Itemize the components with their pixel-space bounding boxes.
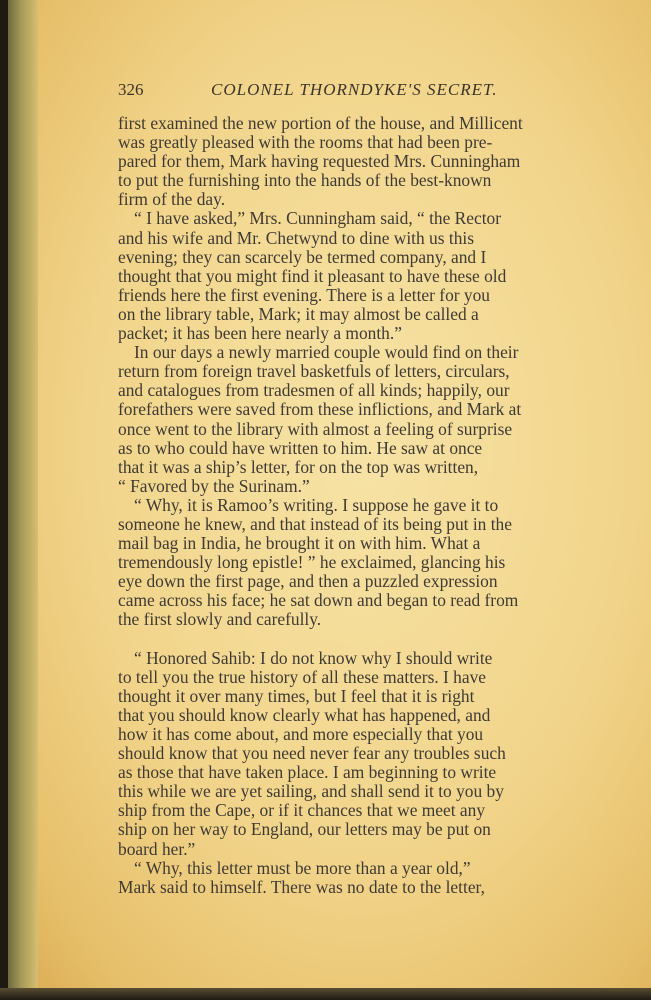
text-line: once went to the library with almost a feeling of surprise (118, 418, 513, 439)
book-bottom-edge (0, 988, 651, 1000)
page-number: 326 (118, 80, 144, 99)
text-line: should know that you need never fear any troubles such (118, 743, 506, 764)
book-spine-shadow (8, 0, 38, 988)
text-line: evening; they can scarcely be termed company, and I (118, 246, 487, 267)
book-page (8, 0, 651, 988)
text-line: tremendously long epistle! ” he exclaimed, glancing his (118, 552, 506, 573)
text-line: pared for them, Mark having requested Mrs. Cunningham (118, 151, 521, 172)
text-line: and his wife and Mr. Chetwynd to dine with us this (118, 227, 474, 248)
text-line: that you should know clearly what has happened, and (118, 704, 491, 725)
text-line: “ Favored by the Surinam.” (118, 475, 310, 496)
text-line: firm of the day. (118, 189, 226, 210)
text-line: “ I have asked,” Mrs. Cunningham said, “ the Rector (134, 208, 502, 229)
text-line: first examined the new portion of the house, and Millicent (118, 113, 523, 133)
text-line: Mark said to himself. There was no date to the letter, (118, 876, 485, 897)
text-line: as to who could have written to him. He saw at once (118, 437, 483, 458)
text-line: this while we are yet sailing, and shall send it to you by (118, 781, 504, 802)
text-line: as those that have taken place. I am beginning to write (118, 762, 497, 783)
text-line: thought that you might find it pleasant to have these old (118, 265, 507, 286)
text-line: mail bag in India, he brought it on with him. What a (118, 533, 481, 554)
text-line: to put the furnishing into the hands of the best-known (118, 170, 492, 191)
text-line: ship from the Cape, or if it chances that we meet any (118, 800, 486, 821)
text-line: eye down the first page, and then a puzzled expression (118, 571, 498, 592)
text-line: was greatly pleased with the rooms that had been pre- (118, 132, 493, 153)
text-line: how it has come about, and more especially that you (118, 724, 484, 744)
text-line: board her.” (118, 838, 196, 859)
text-line: on the library table, Mark; it may almost be called a (118, 303, 479, 324)
text-line: ship on her way to England, our letters may be put on (118, 819, 491, 840)
text-line: “ Why, this letter must be more than a year old,” (134, 857, 471, 878)
page-header (118, 80, 598, 102)
body-text (118, 114, 594, 897)
text-line: to tell you the true history of all these matters. I have (118, 666, 486, 687)
text-line: friends here the first evening. There is a letter for you (118, 284, 490, 305)
text-line: came across his face; he sat down and began to read from (118, 590, 519, 611)
text-line: thought it over many times, but I feel that it is right (118, 685, 475, 706)
running-title: COLONEL THORNDYKE'S SECRET. (211, 80, 498, 99)
paragraph-gap (118, 630, 594, 649)
text-line: and catalogues from tradesmen of all kinds; happily, our (118, 380, 510, 401)
text-line: forefathers were saved from these inflictions, and Mark at (118, 399, 522, 420)
text-line: that it was a ship’s letter, for on the top was written, (118, 456, 479, 477)
text-line: return from foreign travel basketfuls of letters, circulars, (118, 361, 510, 382)
text-line: In our days a newly married couple would find on their (134, 342, 519, 363)
text-line: “ Honored Sahib: I do not know why I should write (134, 647, 493, 668)
text-line: the first slowly and carefully. (118, 609, 322, 630)
text-line: “ Why, it is Ramoo’s writing. I suppose he gave it to (134, 494, 499, 515)
text-line: packet; it has been here nearly a month.” (118, 323, 402, 344)
text-line: someone he knew, and that instead of its being put in the (118, 513, 512, 534)
